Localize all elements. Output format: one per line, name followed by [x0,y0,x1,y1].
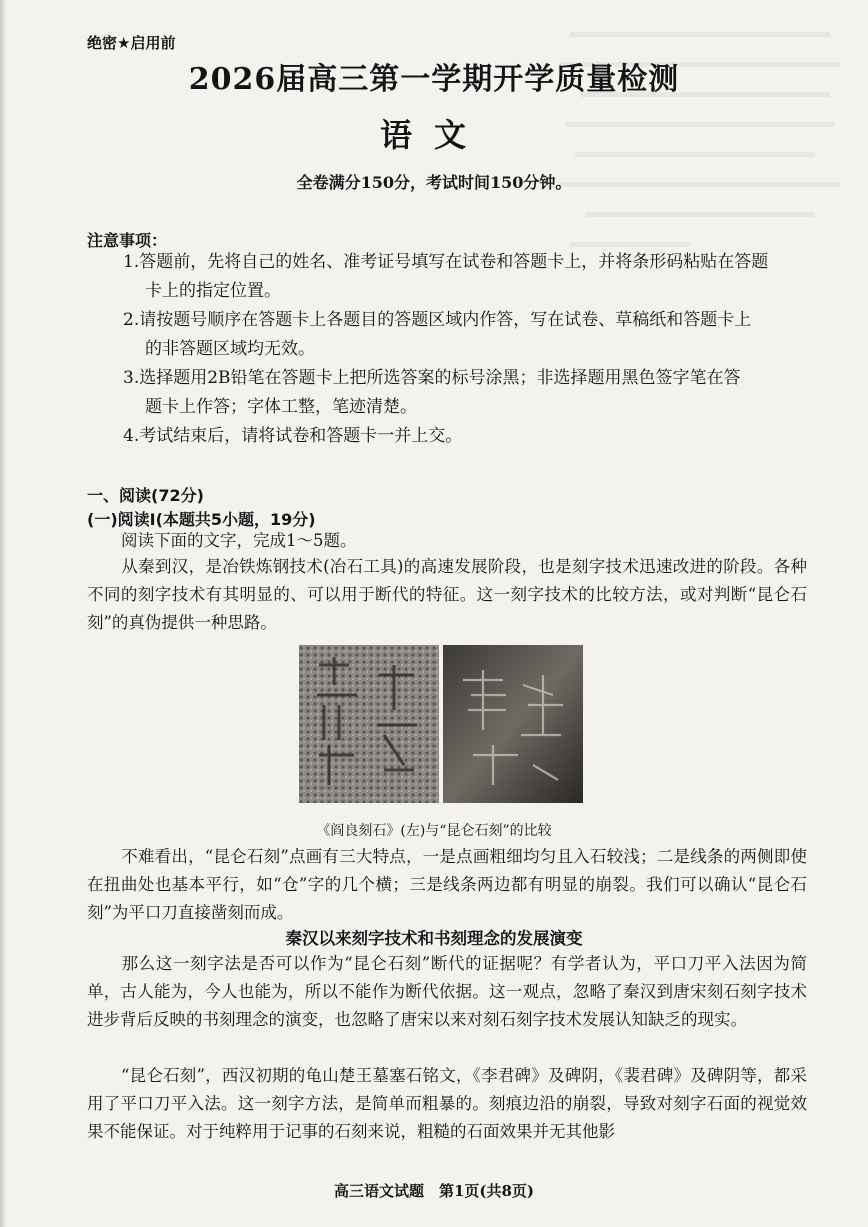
paragraph-text: “昆仑石刻”，西汉初期的龟山楚王墓塞石铭文，《李君碑》及碑阴，《裴君碑》及碑阴等，都采用了平口刀平入法。这一刻字方法，是简单而粗暴的。刻痕边沿的崩裂，导致对刻字石面的视觉效果不能保证。对于纯粹用于记事的石刻来说，粗糙的石面效果并无其他影 [87,1066,807,1141]
notice-item: 2.请按题号顺序在答题卡上各题目的答题区域内作答，写在试卷、草稿纸和答题卡上 [123,310,752,330]
notice-title: 注意事项： [87,231,168,250]
instruction-text: 阅读下面的文字，完成1～5题。 [121,531,357,550]
notice-item: 的非答题区域均无效。 [145,339,315,359]
notice-item: 题卡上作答；字体工整，笔迹清楚。 [145,397,417,417]
section-title: 一、阅读(72分) [87,486,204,505]
paragraph-2 [87,843,807,927]
subsection-title: (一)阅读Ⅰ(本题共5小题，19分) [87,510,316,529]
paragraph-3 [87,950,807,1034]
figure-caption: 《阎良刻石》(左)与“昆仑石刻”的比较 [316,823,552,839]
reading-instruction [87,527,807,555]
notice-item: 4.考试结束后，请将试卷和答题卡一并上交。 [123,426,463,446]
paragraph-text: 不难看出，“昆仑石刻”点画有三大特点，一是点画粗细均匀且入石较浅；二是线条的两侧即使在扭曲处也基本平行，如“仓”字的几个横；三是线条两边都有明显的崩裂。我们可以确认“昆仑石刻”为平口刀直接凿刻而成。 [87,847,807,922]
paragraph-text: 从秦到汉，是冶铁炼钢技术(冶石工具)的高速发展阶段，也是刻字技术迅速改进的阶段。各种不同的刻字技术有其明显的、可以用于断代的特征。这一刻字技术的比较方法，或对判断“昆仑石刻”的真伪提供一种思路。 [87,557,807,632]
exam-title: 2026届高三第一学期开学质量检测 [188,62,680,97]
notice-item: 3.选择题用2B铅笔在答题卡上把所选答案的标号涂黑；非选择题用黑色签字笔在答 [123,368,741,388]
subject-title: 语文 [379,116,488,154]
paragraph-text: 那么这一刻字法是否可以作为“昆仑石刻”断代的证据呢？有学者认为，平口刀平入法因为简单，古人能为，今人也能为，所以不能作为断代依据。这一观点，忽略了秦汉到唐宋刻石刻字技术进步背后反映的书刻理念的演变，也忽略了唐宋以来对刻石刻字技术发展认知缺乏的现实。 [87,954,807,1029]
article-subheading: 秦汉以来刻字技术和书刻理念的发展演变 [285,929,583,948]
paragraph-1 [87,553,807,637]
yanliang-stone-image [299,645,439,803]
kunlun-stone-image [443,645,583,803]
paragraph-4 [87,1062,807,1146]
page-footer: 高三语文试题 第1页(共8页) [333,1182,535,1200]
score-info: 全卷满分150分，考试时间150分钟。 [296,173,572,192]
notice-item: 1.答题前，先将自己的姓名、准考证号填写在试卷和答题卡上，并将条形码粘贴在答题 [123,252,769,272]
notice-item: 卡上的指定位置。 [145,281,281,301]
confidential-label: 绝密★启用前 [87,34,176,52]
notice-list [123,248,803,451]
